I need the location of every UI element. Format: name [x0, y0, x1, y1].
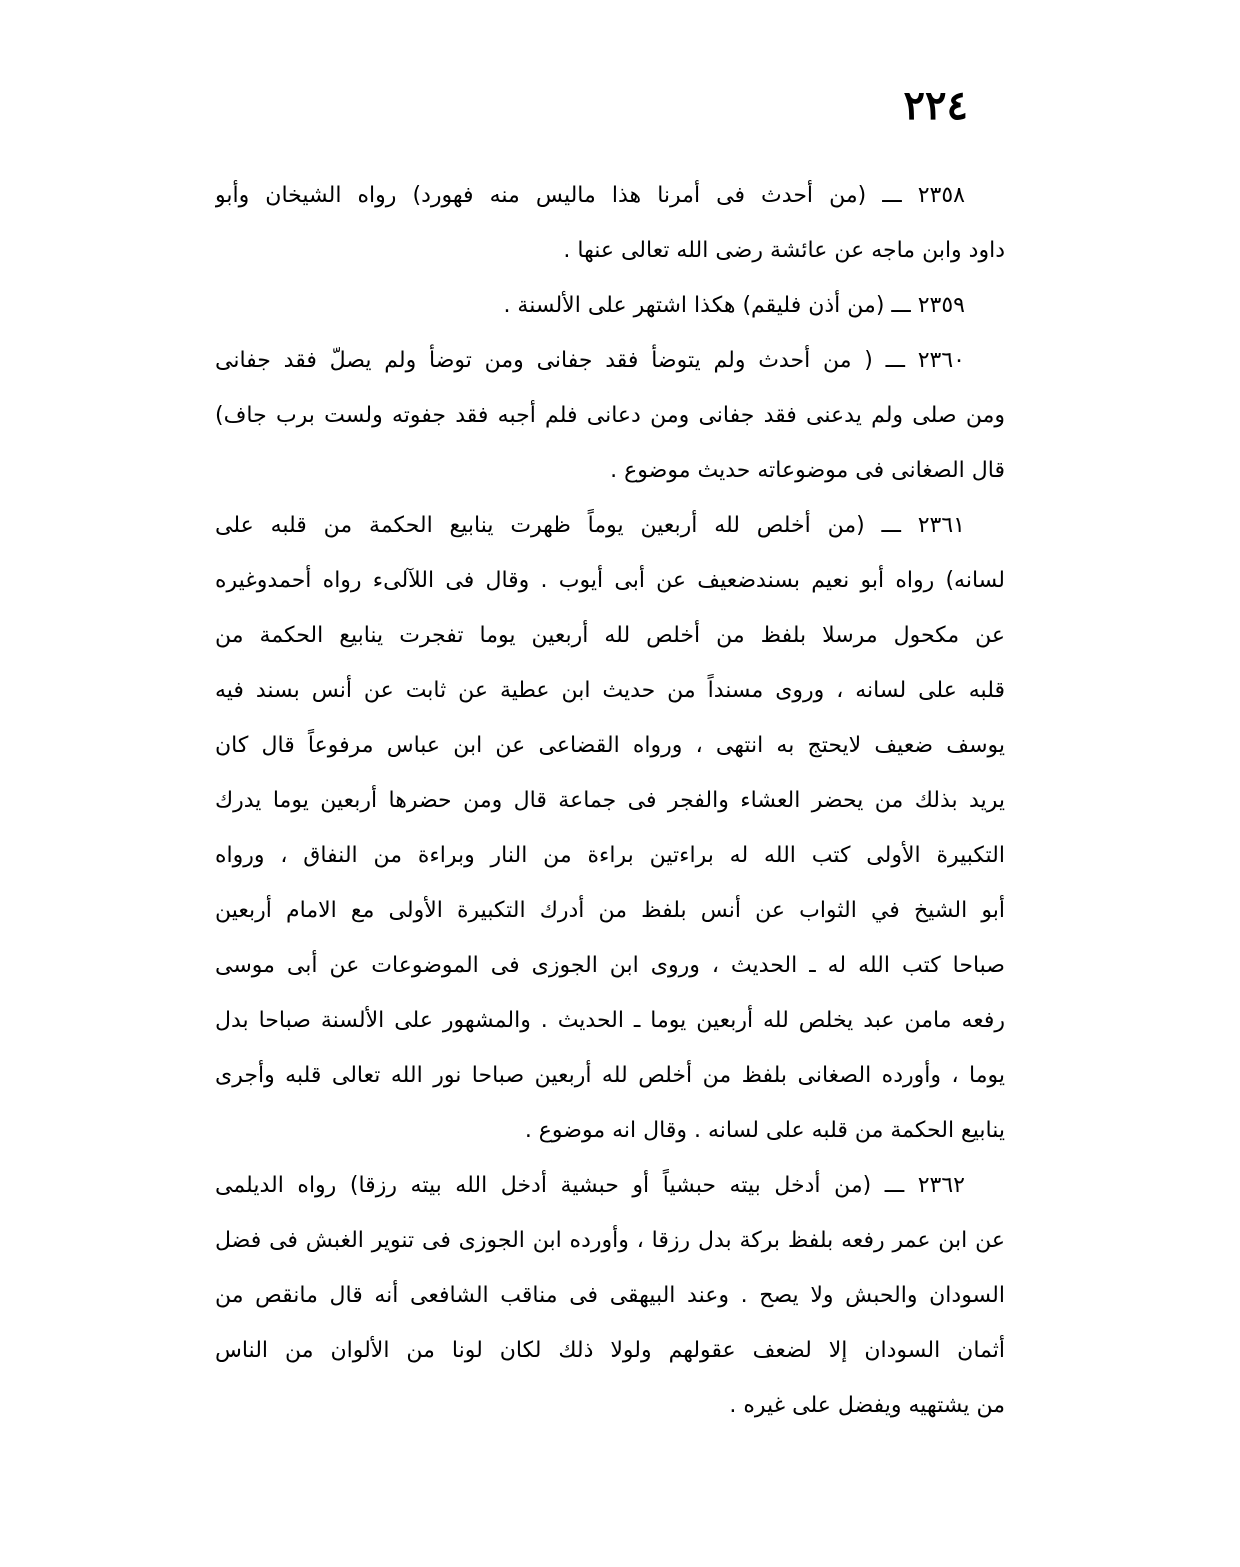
- text-line: داود وابن ماجه عن عائشة رضى الله تعالى عنها .: [563, 238, 1005, 263]
- text-line: صباحا كتب الله له ـ الحديث ، وروى ابن الجوزى فى الموضوعات عن أبى موسى: [215, 953, 1005, 978]
- text-line: قلبه على لسانه ، وروى مسنداً من حديث ابن عطية عن ثابت عن أنس بسند فيه: [215, 678, 1005, 703]
- text-line: ٢٣٦٠ ـــ ( من أحدث ولم يتوضأ فقد جفانى ومن توضأ ولم يصلّ فقد جفانى: [215, 348, 965, 373]
- text-line: ٢٣٥٨ ـــ (من أحدث فى أمرنا هذا ماليس منه فهورد) رواه الشيخان وأبو: [215, 183, 965, 208]
- text-line: يوسف ضعيف لايحتج به انتهى ، ورواه القضاعى عن ابن عباس مرفوعاً قال كان: [215, 733, 1005, 758]
- text-line: يوما ، وأورده الصغانى بلفظ من أخلص لله أربعين صباحا نور الله تعالى قلبه وأجرى: [215, 1063, 1005, 1088]
- text-line: ٢٣٥٩ ـــ (من أذن فليقم) هكذا اشتهر على الألسنة .: [503, 293, 965, 318]
- text-line: ومن صلى ولم يدعنى فقد جفانى ومن دعانى فلم أجبه فقد جفوته ولست برب جاف): [215, 403, 1005, 428]
- text-line: ٢٣٦٢ ـــ (من أدخل بيته حبشياً أو حبشية أدخل الله بيته رزقا) رواه الديلمى: [215, 1173, 965, 1198]
- text-line: ينابيع الحكمة من قلبه على لسانه . وقال انه موضوع .: [524, 1118, 1005, 1143]
- text-line: قال الصغانى فى موضوعاته حديث موضوع .: [610, 458, 1005, 483]
- page-number: ٢٢٤: [903, 82, 968, 129]
- body-text: [215, 168, 1005, 1433]
- text-line: يريد بذلك من يحضر العشاء والفجر فى جماعة قال ومن حضرها أربعين يوما يدرك: [215, 788, 1005, 813]
- text-line: التكبيرة الأولى كتب الله له براءتين براءة من النار وبراءة من النفاق ، ورواه: [215, 843, 1005, 868]
- text-line: السودان والحبش ولا يصح . وعند البيهقى فى مناقب الشافعى أنه قال مانقص من: [215, 1283, 1005, 1308]
- text-line: لسانه) رواه أبو نعيم بسندضعيف عن أبى أيوب . وقال فى اللآلىء رواه أحمدوغيره: [215, 568, 1005, 593]
- text-line: عن ابن عمر رفعه بلفظ بركة بدل رزقا ، وأورده ابن الجوزى فى تنوير الغبش فى فضل: [215, 1228, 1005, 1253]
- text-line: أبو الشيخ في الثواب عن أنس بلفظ من أدرك التكبيرة الأولى مع الامام أربعين: [215, 898, 1005, 923]
- text-line: رفعه مامن عبد يخلص لله أربعين يوما ـ الحديث . والمشهور على الألسنة صباحا بدل: [215, 1008, 1005, 1033]
- text-line: ٢٣٦١ ـــ (من أخلص لله أربعين يوماً ظهرت ينابيع الحكمة من قلبه على: [215, 513, 965, 538]
- text-line: من يشتهيه ويفضل على غيره .: [729, 1393, 1005, 1418]
- text-line: أثمان السودان إلا لضعف عقولهم ولولا ذلك لكان لونا من الألوان من الناس: [215, 1338, 1005, 1363]
- text-line: عن مكحول مرسلا بلفظ من أخلص لله أربعين يوما تفجرت ينابيع الحكمة من: [215, 623, 1005, 648]
